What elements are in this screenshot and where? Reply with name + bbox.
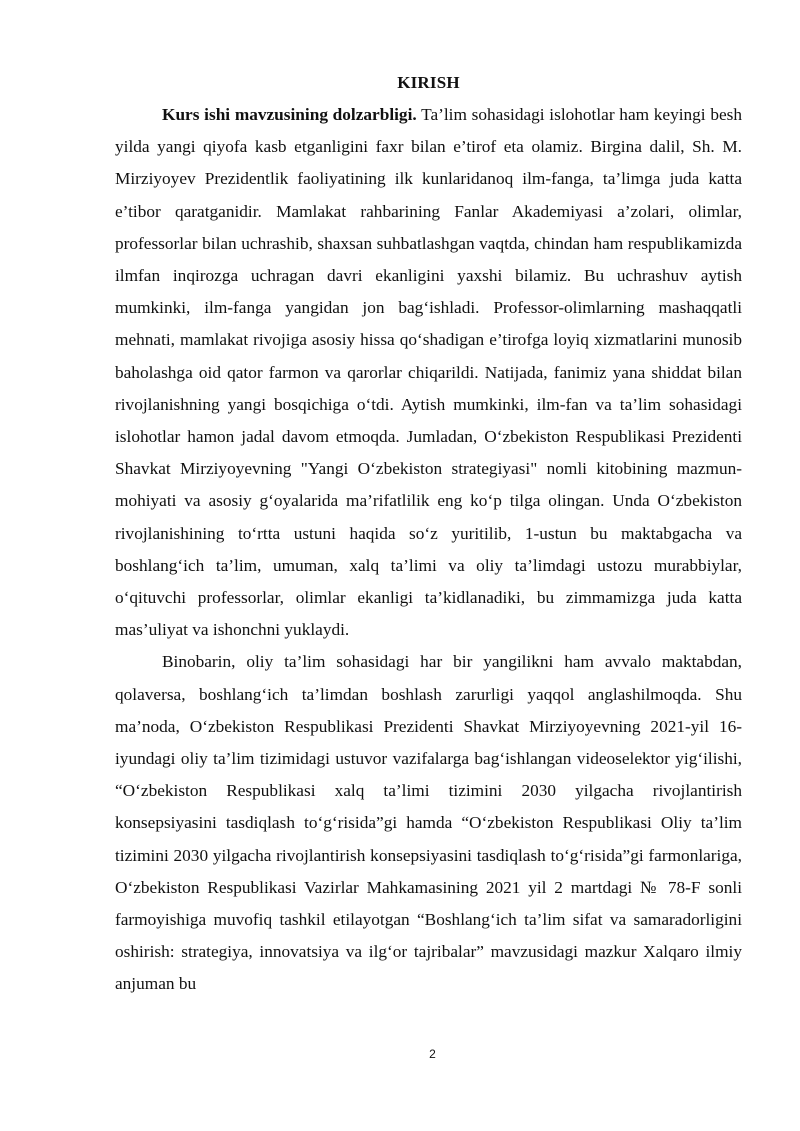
paragraph-1 [115, 99, 742, 646]
page-number: 2 [429, 1047, 436, 1061]
paragraph-2 [115, 646, 742, 1000]
paragraph-text: Ta’lim sohasidagi islohotlar ham keyingi besh yilda yangi qiyofa kasb etganligini faxr bilan e’tirof eta olamiz. Birgina dalil, Sh. M. Mirziyoyev Prezidentlik faoliyatining ilk kunlaridanoq ilm-fanga, ta’limga juda katta e’tibor qaratganidir. Mamlakat rahbarining Fanlar Akademiyasi a’zolari, olimlar, professorlar bilan uchrashib, shaxsan suhbatlashgan vaqtda, chindan ham respublikamizda ilmfan inqirozga uchragan davri ekanligini yaxshi bilamiz. Bu uchrashuv aytish mumkinki, ilm-fanga yangidan jon bag‘ishladi. Professor-olimlarning mashaqqatli mehnati, mamlakat rivojiga asosiy hissa qo‘shadigan e’tirofga loyiq xizmatlarini munosib baholashga oid qator farmon va qarorlar chiqarildi. Natijada, fanimiz yana shiddat bilan rivojlanishning yangi bosqichiga o‘tdi. Aytish mumkinki, ilm-fan va ta’lim sohasidagi islohotlar hamon jadal davom etmoqda. Jumladan, O‘zbekiston Respublikasi Prezidenti Shavkat Mirziyoyevning "Yangi O‘zbekiston strategiyasi" nomli kitobining mazmun-mohiyati va asosiy g‘oyalarida ma’rifatlilik eng ko‘p tilga olingan. Unda O‘zbekiston rivojlanishining to‘rtta ustuni haqida so‘z yuritilib, 1-ustun bu maktabgacha va boshlang‘ich ta’lim, umuman, xalq ta’limi va oliy ta’limdagi ustozu murabbiylar, o‘qituvchi professorlar, olimlar ekanligi ta’kidlanadiki, bu zimmamizga juda katta mas’uliyat va ishonchni yuklaydi. [115, 105, 742, 640]
section-heading: KIRISH [397, 73, 460, 92]
page-content [115, 72, 742, 1001]
paragraph-lead-bold: Kurs ishi mavzusining dolzarbligi. [162, 105, 417, 124]
paragraph-text: Binobarin, oliy ta’lim sohasidagi har bir yangilikni ham avvalo maktabdan, qolaversa, boshlang‘ich ta’limdan boshlash zarurligi yaqqol anglashilmoqda. Shu ma’noda, O‘zbekiston Respublikasi Prezidenti Shavkat Mirziyoyevning 2021-yil 16-iyundagi oliy ta’lim tizimidagi ustuvor vazifalarga bag‘ishlangan videoselektor yig‘ilishi, “O‘zbekiston Respublikasi xalq ta’limi tizimini 2030 yilgacha rivojlantirish konsepsiyasini tasdiqlash to‘g‘risida”gi hamda “O‘zbekiston Respublikasi Oliy ta’lim tizimini 2030 yilgacha rivojlantirish konsepsiyasini tasdiqlash to‘g‘risida”gi farmonlariga, O‘zbekiston Respublikasi Vazirlar Mahkamasining 2021 yil 2 martdagi № 78-F sonli farmoyishiga muvofiq tashkil etilayotgan “Boshlang‘ich ta’lim sifat va samaradorligini oshirish: strategiya, innovatsiya va ilg‘or tajribalar” mavzusidagi mazkur Xalqaro ilmiy anjuman bu [115, 652, 742, 994]
